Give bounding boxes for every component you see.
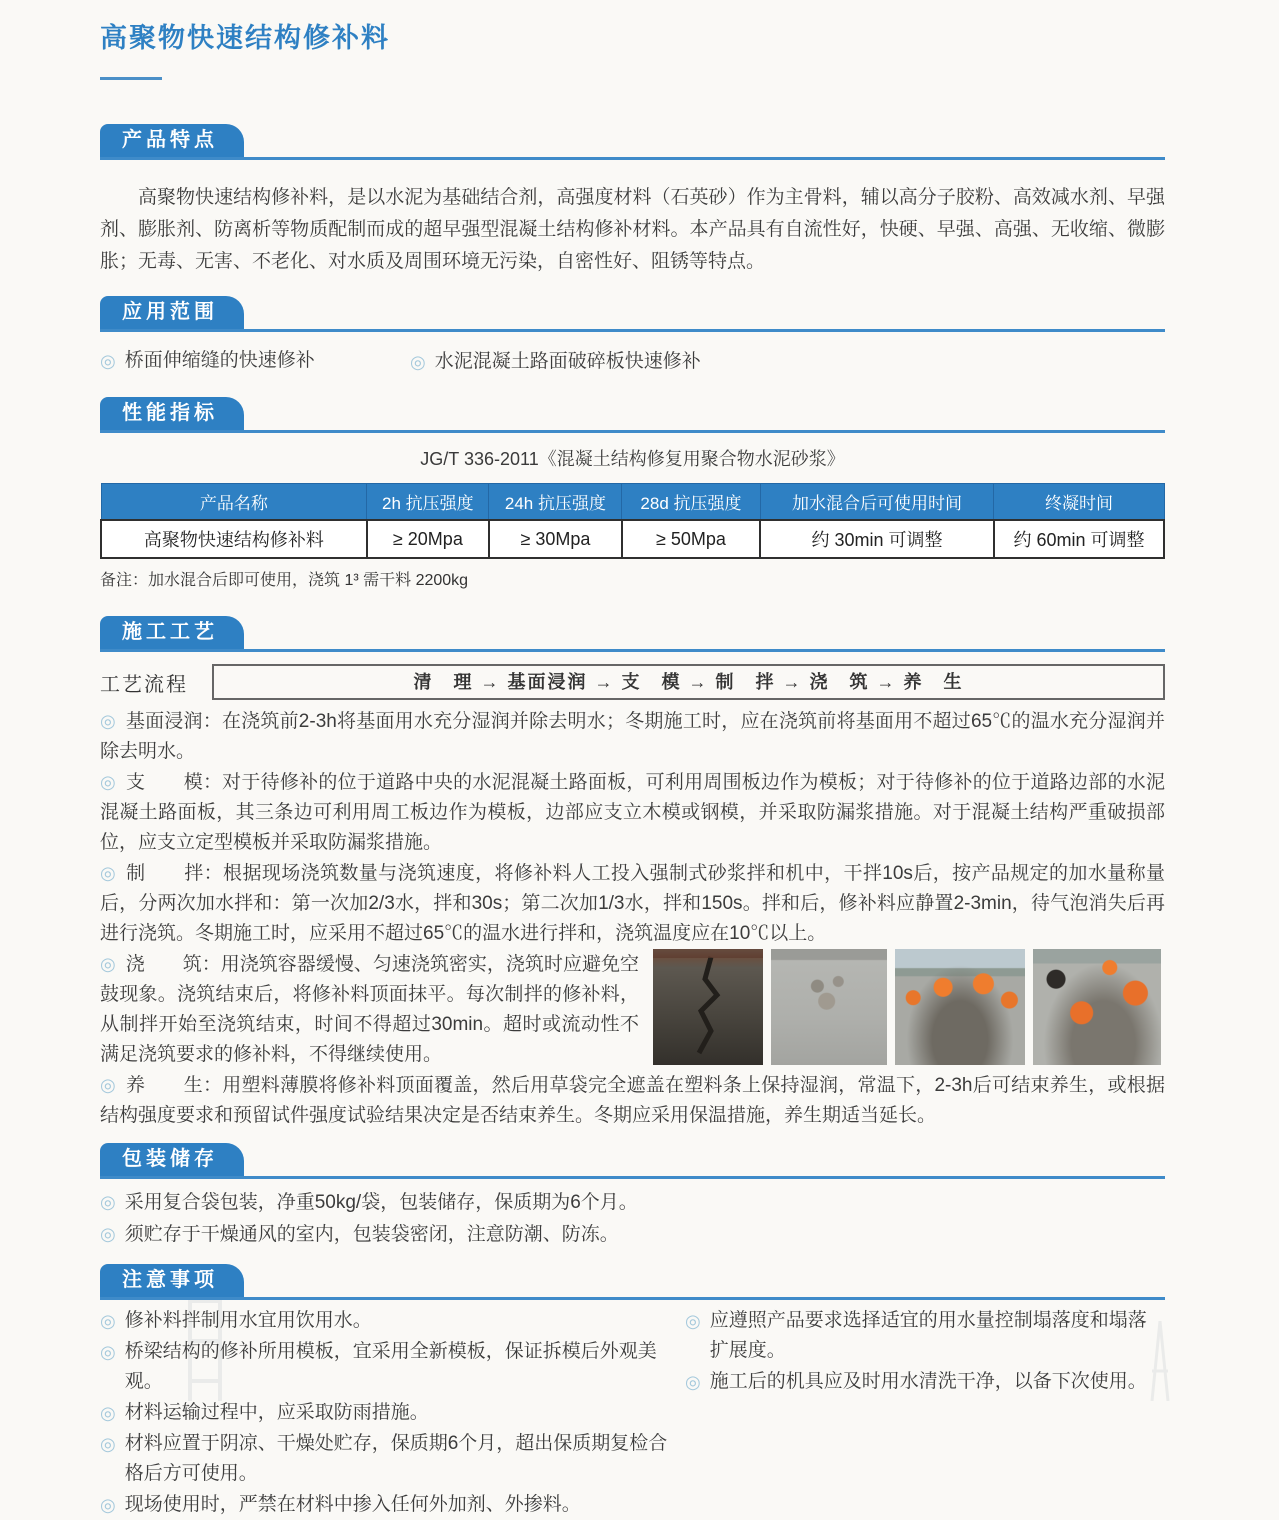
bullet-icon: ◎: [100, 711, 116, 731]
performance-table: [100, 483, 1165, 559]
section-tab-performance: 性能指标: [100, 397, 244, 430]
step-base-wetting: [100, 706, 1165, 767]
table-cell: ≥ 50Mpa: [622, 520, 760, 558]
section-tab-features: 产品特点: [100, 124, 244, 157]
step-mixing: [100, 858, 1165, 949]
list-item: [100, 1187, 1165, 1218]
list-item: [100, 1429, 685, 1489]
table-header-cell: 加水混合后可使用时间: [760, 484, 994, 521]
process-flow-row: [100, 664, 1165, 700]
section-tab-precautions: 注意事项: [100, 1264, 244, 1297]
precautions-left-column: [100, 1306, 685, 1520]
packaging-list: [100, 1187, 1165, 1250]
precaution-text: 现场使用时，严禁在材料中掺入任何外加剂、外掺料。: [124, 1494, 581, 1515]
crack-illustration: [653, 949, 763, 1065]
step-formwork: [100, 767, 1165, 858]
photo-workers-repairing-pavement: [1033, 949, 1161, 1065]
pour-step-row: [100, 949, 1165, 1070]
precautions-right-column: [685, 1306, 1165, 1520]
step-term: 支 模: [125, 772, 203, 793]
bullet-icon: ◎: [100, 1311, 116, 1331]
list-item: [685, 1367, 1165, 1397]
table-header-cell: 24h 抗压强度: [489, 484, 622, 521]
step-text: ：对于待修补的位于道路中央的水泥混凝土路面板，可利用周围板边作为模板；对于待修补的位于道路边部的水泥混凝土路面板，其三条边可利用周工板边作为模板，边部应支立木模或钢模，并采取防漏浆措施。对于混凝土结构严重破损部位，应支立定型模板并采取防漏浆措施。: [100, 772, 1165, 853]
section-header-construction: [100, 616, 1165, 652]
bullet-icon: ◎: [100, 1342, 116, 1362]
step-term: 制 拌: [126, 863, 204, 884]
list-item: [100, 1490, 685, 1520]
construction-steps: [100, 706, 1165, 1131]
title-underline: [100, 77, 162, 80]
flow-label: 工艺流程: [100, 673, 188, 696]
section-tab-applications: 应用范围: [100, 296, 244, 329]
bullet-icon: ◎: [685, 1372, 701, 1392]
photo-cracked-pavement: [653, 949, 763, 1065]
bullet-icon: ◎: [100, 772, 116, 792]
bullet-icon: ◎: [100, 1434, 116, 1454]
precautions-columns: [100, 1306, 1165, 1520]
section-header-performance: [100, 397, 1165, 433]
step-pouring: [100, 949, 639, 1070]
bullet-icon: ◎: [100, 1075, 116, 1095]
precaution-text: 修补料拌制用水宜用饮用水。: [124, 1310, 372, 1331]
table-cell: ≥ 20Mpa: [367, 520, 489, 558]
list-item: [100, 346, 410, 377]
table-header-cell: 产品名称: [101, 484, 367, 521]
table-note: 备注：加水混合后即可使用，浇筑 1³ 需干料 2200kg: [100, 572, 469, 589]
photo-damaged-concrete-slab: [771, 949, 887, 1065]
table-cell: 约 60min 可调整: [994, 520, 1164, 558]
list-item: [100, 1219, 1165, 1250]
bullet-icon: ◎: [100, 863, 117, 883]
bullet-icon: ◎: [100, 1192, 116, 1212]
precaution-text: 施工后的机具应及时用水清洗干净，以备下次使用。: [709, 1371, 1147, 1392]
table-cell: 高聚物快速结构修补料: [101, 520, 367, 558]
section-header-applications: [100, 296, 1165, 332]
precaution-text: 桥梁结构的修补所用模板，宜采用全新模板，保证拆模后外观美观。: [124, 1341, 657, 1392]
step-curing: [100, 1070, 1165, 1131]
bullet-icon: ◎: [685, 1311, 701, 1331]
table-cell: 约 30min 可调整: [760, 520, 994, 558]
bullet-icon: ◎: [100, 351, 116, 371]
table-header-row: [101, 484, 1164, 521]
features-paragraph: 高聚物快速结构修补料，是以水泥为基础结合剂，高强度材料（石英砂）作为主骨料，辅以高分子胶粉、高效减水剂、早强剂、膨胀剂、防离析等物质配制而成的超早强型混凝土结构修补材料。本产品具有自流性好，快硬、早强、高强、无收缩、微膨胀；无毒、无害、不老化、对水质及周围环境无污染，自密性好、阻锈等特点。: [100, 187, 1165, 272]
table-header-cell: 28d 抗压强度: [622, 484, 760, 521]
table-header-cell: 2h 抗压强度: [367, 484, 489, 521]
table-header-cell: 终凝时间: [994, 484, 1164, 521]
packaging-text: 采用复合袋包装，净重50kg/袋，包装储存，保质期为6个月。: [124, 1192, 638, 1213]
precaution-text: 材料运输过程中，应采取防雨措施。: [124, 1402, 429, 1423]
bullet-icon: ◎: [100, 1224, 116, 1244]
section-tab-packaging: 包装储存: [100, 1143, 244, 1176]
section-header-precautions: [100, 1264, 1165, 1300]
table-row: [101, 520, 1164, 558]
bullet-icon: ◎: [100, 1495, 116, 1515]
bullet-icon: ◎: [410, 352, 426, 372]
section-tab-construction: 施工工艺: [100, 616, 244, 649]
application-text: 桥面伸缩缝的快速修补: [124, 350, 315, 371]
construction-photos: [653, 949, 1165, 1065]
section-header-packaging: [100, 1143, 1165, 1179]
step-term: 基面浸润: [125, 711, 203, 732]
bullet-icon: ◎: [100, 954, 116, 974]
step-term: 浇 筑: [125, 954, 202, 975]
list-item: [685, 1306, 1165, 1366]
packaging-text: 须贮存于干燥通风的室内，包装袋密闭，注意防潮、防冻。: [124, 1224, 619, 1245]
step-text: ：用塑料薄膜将修补料顶面覆盖，然后用草袋完全遮盖在塑料条上保持湿润，常温下，2-3h后可结束养生，或根据结构强度要求和预留试件强度试验结果决定是否结束养生。冬期应采用保温措施，养生期适当延长。: [100, 1075, 1165, 1126]
step-term: 养 生: [125, 1075, 203, 1096]
bullet-icon: ◎: [100, 1403, 116, 1423]
precaution-text: 应遵照产品要求选择适宜的用水量控制塌落度和塌落扩展度。: [709, 1310, 1147, 1361]
list-item: [100, 1398, 685, 1428]
section-header-features: [100, 124, 1165, 160]
precaution-text: 材料应置于阴凉、干燥处贮存，保质期6个月，超出保质期复检合格后方可使用。: [124, 1433, 668, 1484]
photo-workers-removing-debris: [895, 949, 1025, 1065]
step-text: ：用浇筑容器缓慢、匀速浇筑密实，浇筑时应避免空鼓现象。浇筑结束后，将修补料顶面抹平。每次制拌的修补料，从制拌开始至浇筑结束，时间不得超过30min。超时或流动性不满足浇筑要求的修补料，不得继续使用。: [100, 954, 639, 1065]
list-item: [100, 1337, 685, 1397]
list-item: [100, 1306, 685, 1336]
standard-caption: JG/T 336-2011《混凝土结构修复用聚合物水泥砂浆》: [420, 449, 845, 469]
application-text: 水泥混凝土路面破碎板快速修补: [434, 351, 701, 372]
step-text: ：根据现场浇筑数量与浇筑速度，将修补料人工投入强制式砂浆拌和机中，干拌10s后，按产品规定的加水量称量后，分两次加水拌和：第一次加2/3水，拌和30s；第二次加1/3水，拌和150s。拌和后，修补料应静置2-3min，待气泡消失后再进行浇筑。冬期施工时，应采用不超过65℃的温水进行拌和，浇筑温度应在10℃以上。: [100, 863, 1165, 944]
page-title: 高聚物快速结构修补料: [100, 23, 390, 53]
applications-list: [100, 346, 1165, 377]
list-item: [410, 347, 701, 377]
flow-diagram: 清 理 → 基面浸润 → 支 模 → 制 拌 → 浇 筑 → 养 生: [212, 664, 1165, 700]
table-cell: ≥ 30Mpa: [489, 520, 622, 558]
step-text: ：在浇筑前2-3h将基面用水充分湿润并除去明水；冬期施工时，应在浇筑前将基面用不超过65℃的温水充分湿润并除去明水。: [100, 711, 1165, 762]
